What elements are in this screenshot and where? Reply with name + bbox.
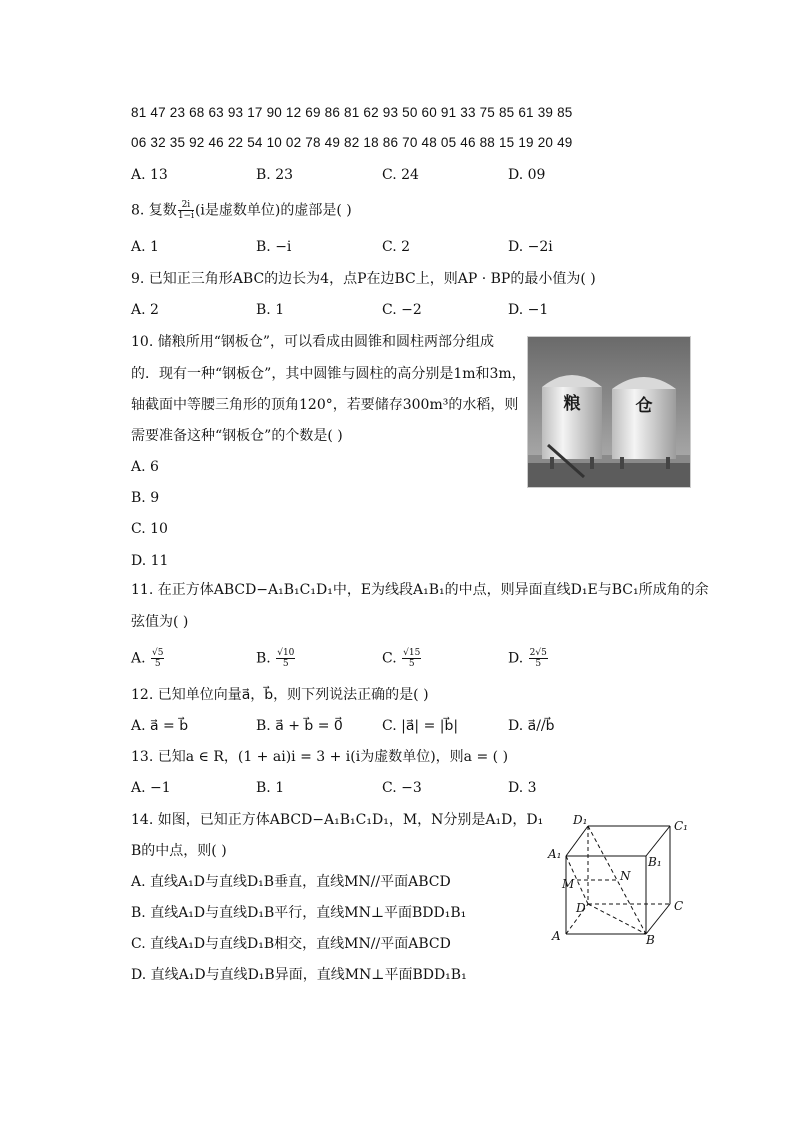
grain-silo-photo <box>527 336 691 488</box>
q10-option-d: D. 11 <box>131 553 169 569</box>
q11-option-c-den: 5 <box>408 659 415 669</box>
q14-option-c: C. 直线A₁D与直线D₁B相交，直线MN//平面ABCD <box>131 936 451 952</box>
silo-character-2: 仓 <box>635 396 653 416</box>
q8-suffix: (i是虚数单位)的虚部是( ) <box>194 202 352 219</box>
q10-line-3: 轴截面中等腰三角形的顶角120°，若要储存300m³的水稻，则 <box>131 397 519 413</box>
q11-option-c <box>382 648 422 669</box>
q12-option-d: D. a⃗//b⃗ <box>508 718 555 734</box>
q11-option-d-label: D. <box>508 650 524 667</box>
q9-question: 9. 已知正三角形ABC的边长为4，点P在边BC上，则AP · BP的最小值为( ) <box>131 271 596 287</box>
random-number-row-1: 81 47 23 68 63 93 17 90 12 69 86 81 62 93 50 60 91 33 75 85 61 39 85 <box>131 105 573 120</box>
cube-diagram <box>540 808 700 948</box>
q13-option-a: A. −1 <box>131 780 171 796</box>
q12-option-a: A. a⃗ = b⃗ <box>131 718 189 734</box>
q7-option-b: B. 23 <box>256 167 294 183</box>
grain-silo-illustration <box>528 337 690 487</box>
q14-option-d: D. 直线A₁D与直线D₁B异面，直线MN⊥平面BDD₁B₁ <box>131 967 467 983</box>
label-b: B <box>646 933 655 947</box>
q11-option-d-den: 5 <box>535 659 542 669</box>
q11-option-b-den: 5 <box>282 659 289 669</box>
q10-line-4: 需要准备这种“钢板仓”的个数是( ) <box>131 428 343 444</box>
label-c1: C₁ <box>674 819 688 833</box>
q8-option-b: B. −i <box>256 239 292 255</box>
q11-line-1: 11. 在正方体ABCD−A₁B₁C₁D₁中，E为线段A₁B₁的中点，则异面直线D₁E与BC₁所成角的余 <box>131 582 709 598</box>
q9-option-b: B. 1 <box>256 302 285 318</box>
q12-option-b: B. a⃗ + b⃗ = 0⃗ <box>256 718 343 734</box>
q8-option-c: C. 2 <box>382 239 411 255</box>
q14-option-b: B. 直线A₁D与直线D₁B平行，直线MN⊥平面BDD₁B₁ <box>131 905 467 921</box>
q11-option-a-label: A. <box>131 650 146 667</box>
q8-fraction-num: 2i <box>178 200 194 211</box>
q9-option-c: C. −2 <box>382 302 422 318</box>
q14-line-2: B的中点，则( ) <box>131 843 227 859</box>
q11-option-c-label: C. <box>382 650 397 667</box>
label-a: A <box>552 929 561 943</box>
q11-option-b-fraction <box>276 648 295 669</box>
q11-option-a-fraction <box>151 648 164 669</box>
q11-option-d-num: 2√5 <box>529 648 547 658</box>
edge-a1-d1 <box>566 826 588 856</box>
q11-option-a-num: √5 <box>152 648 164 658</box>
q11-line-2: 弦值为( ) <box>131 614 189 630</box>
q10-option-b: B. 9 <box>131 490 160 506</box>
q12-option-c: C. |a⃗| = |b⃗| <box>382 718 459 734</box>
diagonal-d-b <box>588 904 646 934</box>
q11-option-c-fraction <box>402 648 421 669</box>
label-b1: B₁ <box>648 855 662 869</box>
cube-figure <box>540 808 700 948</box>
q8-option-a: A. 1 <box>131 239 159 255</box>
q9-option-d: D. −1 <box>508 302 549 318</box>
q8-fraction <box>178 200 194 221</box>
q12-question: 12. 已知单位向量a⃗，b⃗，则下列说法正确的是( ) <box>131 687 429 703</box>
q11-option-b-label: B. <box>256 650 271 667</box>
q14-line-1: 14. 如图，已知正方体ABCD−A₁B₁C₁D₁，M，N分别是A₁D，D₁ <box>131 812 544 828</box>
edge-b-c <box>646 904 670 934</box>
q13-question: 13. 已知a ∈ R，(1 + ai)i = 3 + i(i为虚数单位)，则a = ( ) <box>131 749 509 765</box>
q10-line-1: 10. 储粮所用“钢板仓”，可以看成由圆锥和圆柱两部分组成 <box>131 334 495 350</box>
label-c: C <box>674 899 684 913</box>
q8-prefix: 8. 复数 <box>131 202 177 219</box>
q11-option-b-num: √10 <box>277 648 295 658</box>
q7-option-d: D. 09 <box>508 167 546 183</box>
q10-option-a: A. 6 <box>131 459 159 475</box>
q10-line-2: 的．现有一种“钢板仓”，其中圆锥与圆柱的高分别是1m和3m， <box>131 366 526 382</box>
q13-option-c: C. −3 <box>382 780 422 796</box>
label-a1: A₁ <box>548 847 562 861</box>
silo-character-1: 粮 <box>563 394 581 414</box>
q13-option-b: B. 1 <box>256 780 285 796</box>
label-n: N <box>620 869 631 883</box>
q11-option-d <box>508 648 549 669</box>
q8-option-d: D. −2i <box>508 239 553 255</box>
q11-option-a-den: 5 <box>154 659 161 669</box>
q8-fraction-den: 1−i <box>177 211 194 221</box>
q11-option-c-num: √15 <box>403 648 421 658</box>
q7-option-a: A. 13 <box>131 167 168 183</box>
q10-option-c: C. 10 <box>131 521 168 537</box>
random-number-row-2: 06 32 35 92 46 22 54 10 02 78 49 82 18 86 70 48 05 46 88 15 19 20 49 <box>131 135 573 150</box>
q11-option-a <box>131 648 165 669</box>
q14-option-a: A. 直线A₁D与直线D₁B垂直，直线MN//平面ABCD <box>131 874 451 890</box>
q13-option-d: D. 3 <box>508 780 537 796</box>
q8-question <box>131 200 352 221</box>
q9-option-a: A. 2 <box>131 302 159 318</box>
q11-option-d-fraction <box>529 648 548 669</box>
q11-option-b <box>256 648 296 669</box>
q7-option-c: C. 24 <box>382 167 419 183</box>
label-d1: D₁ <box>573 813 588 827</box>
label-d: D <box>576 901 586 915</box>
label-m: M <box>562 877 575 891</box>
edge-b1-c1 <box>646 826 670 856</box>
